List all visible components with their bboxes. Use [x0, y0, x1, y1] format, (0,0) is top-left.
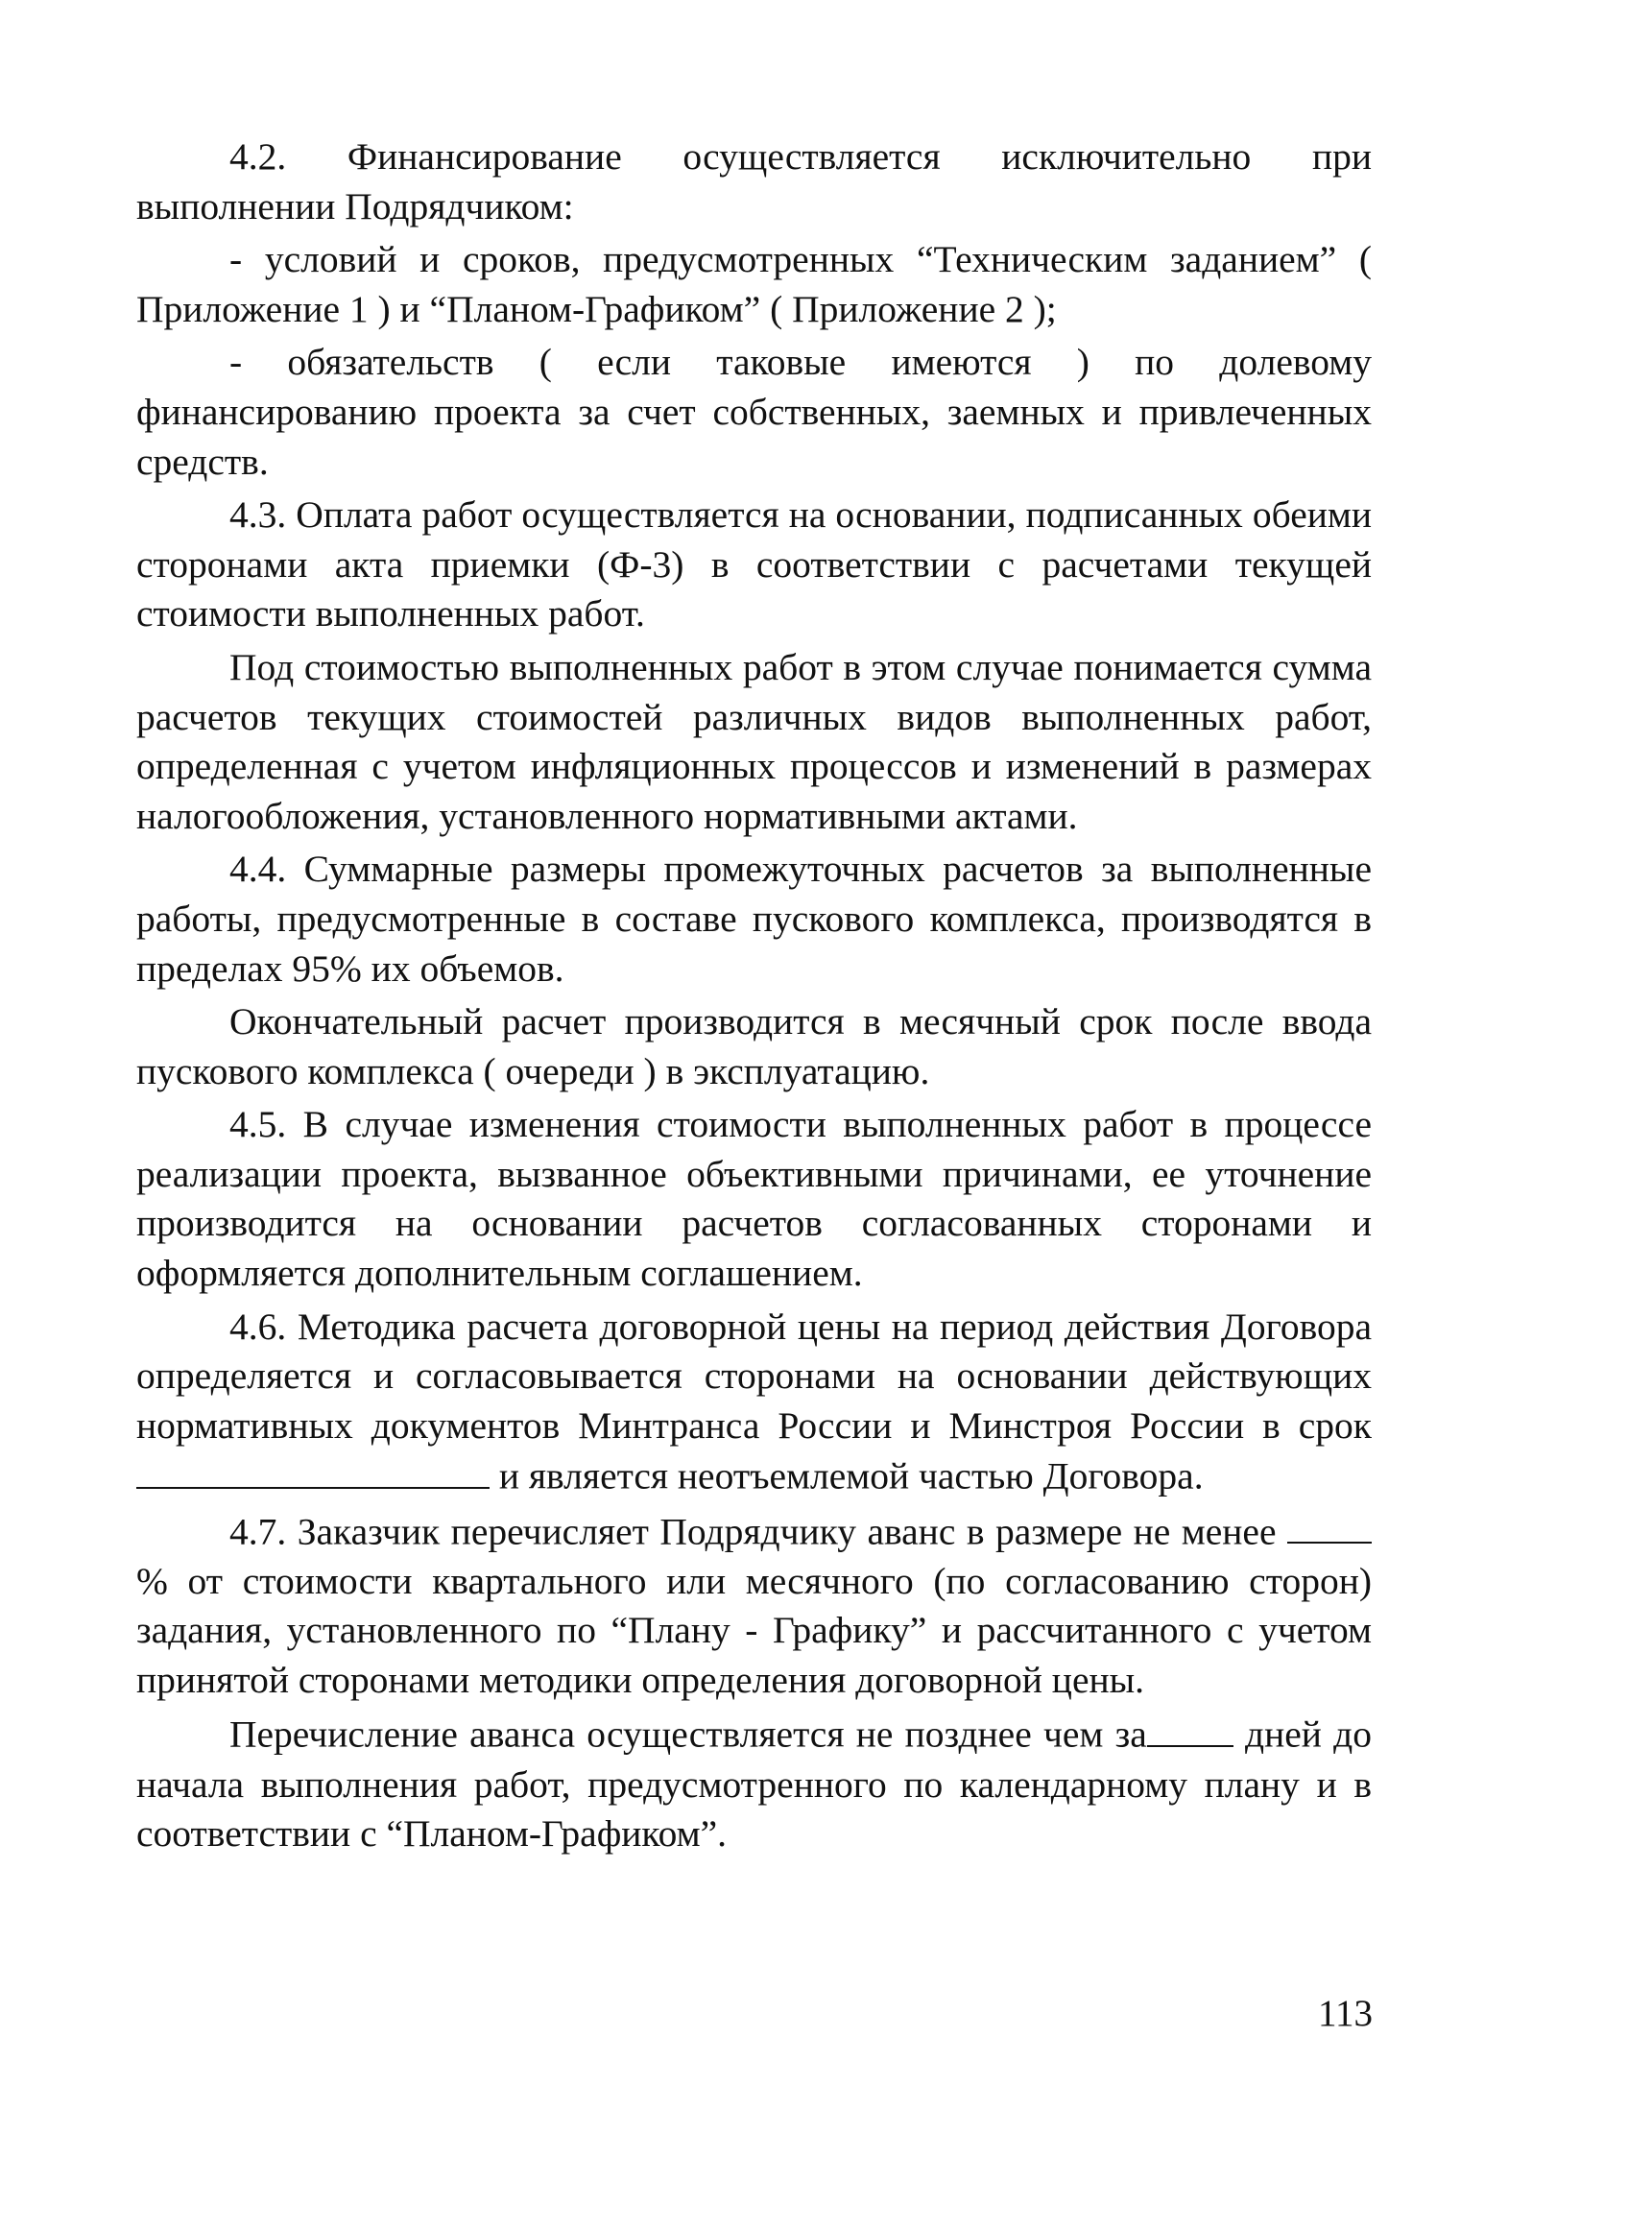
paragraph-4-4: 4.4. Суммарные размеры промежуточных расчетов за выполненные работы, предусмотренные в составе пускового комплекса, производятся в пределах 95% их объемов. [136, 848, 1372, 990]
paragraph-4-5: 4.5. В случае изменения стоимости выполненных работ в процессе реализации проекта, вызванное объективными причинами, ее уточнение производится на основании расчетов согласованных сторонами и оформляется дополнительным соглашением. [136, 1103, 1372, 1295]
paragraph-4-6-text-after: и является неотъемлемой частью Договора. [498, 1454, 1204, 1497]
blank-days-field [1147, 1709, 1233, 1747]
paragraph-4-7-text-after: % от стоимости квартального или месячного (по согласованию сторон) задания, установленного по “Плану - Графику” и рассчитанного с учетом принятой сторонами методики определения договорной цены. [136, 1559, 1372, 1701]
paragraph-4-6 [136, 1303, 1372, 1502]
paragraph-obligations: - обязательств ( если таковые имеются ) по долевому финансированию проекта за счет собственных, заемных и привлеченных средств. [136, 341, 1372, 483]
paragraph-advance-text-after: дней до начала выполнения работ, предусмотренного по календарному плану и в соответствии с “Планом-Графиком”. [136, 1713, 1372, 1856]
paragraph-4-7 [136, 1506, 1372, 1706]
paragraph-4-3: 4.3. Оплата работ осуществляется на основании, подписанных обеими сторонами акта приемки (Ф-3) в соответствии с расчетами текущей стоимости выполненных работ. [136, 493, 1372, 635]
paragraph-final-settlement: Окончательный расчет производится в месячный срок после ввода пускового комплекса ( очереди ) в эксплуатацию. [136, 1000, 1372, 1092]
paragraph-4-6-text-before: 4.6. Методика расчета договорной цены на период действия Договора определяется и согласовывается сторонами на основании действующих нормативных документов Минтранса России и Минстроя России в срок [136, 1305, 1372, 1447]
blank-deadline-field [136, 1450, 490, 1489]
blank-advance-percent-field [1287, 1506, 1372, 1545]
paragraph-conditions: - условий и сроков, предусмотренных “Техническим заданием” ( Приложение 1 ) и “Планом-Графиком” ( Приложение 2 ); [136, 238, 1372, 330]
paragraph-advance-transfer [136, 1709, 1372, 1858]
page-number: 113 [1317, 1993, 1373, 2034]
paragraph-cost-definition: Под стоимостью выполненных работ в этом случае понимается сумма расчетов текущих стоимостей различных видов выполненных работ, определенная с учетом инфляционных процессов и изменений в размерах налогообложения, установленного нормативными актами. [136, 645, 1372, 837]
paragraph-4-7-text-before: 4.7. Заказчик перечисляет Подрядчику аванс в размере не менее [229, 1510, 1277, 1553]
paragraph-4-2: 4.2. Финансирование осуществляется исключительно при выполнении Подрядчиком: [136, 135, 1372, 228]
paragraph-advance-text-before: Перечисление аванса осуществляется не позднее чем за [229, 1713, 1147, 1756]
document-body [136, 132, 1372, 1863]
